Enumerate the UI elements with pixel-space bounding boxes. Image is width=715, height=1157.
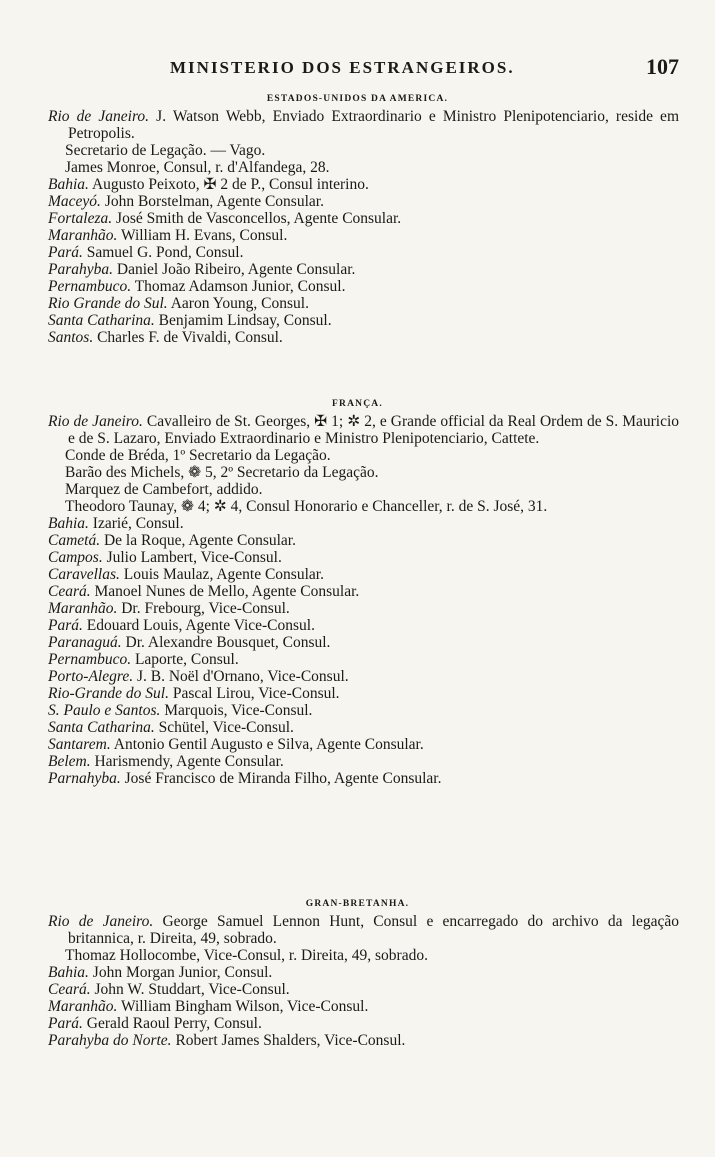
entry-place: Parnahyba. bbox=[48, 770, 121, 787]
entry-text: Theodoro Taunay, ❁ 4; ✲ 4, Consul Honorario e Chanceller, r. de S. José, 31. bbox=[65, 498, 548, 515]
entry-place: Porto-Alegre. bbox=[48, 668, 134, 685]
directory-entry bbox=[48, 668, 679, 685]
directory-entry bbox=[48, 532, 679, 549]
entry-text: George Samuel Lennon Hunt, Consul e encarregado do archivo da legação britannica, r. Direita, 49, sobrado. bbox=[68, 913, 680, 947]
directory-entry bbox=[65, 447, 679, 464]
entry-place: Ceará. bbox=[48, 583, 91, 600]
entry-place: Fortaleza. bbox=[48, 210, 113, 227]
entry-text: Barão des Michels, ❁ 5, 2º Secretario da Legação. bbox=[65, 464, 379, 481]
entry-text: Pascal Lirou, Vice-Consul. bbox=[172, 685, 340, 702]
entry-text: John Morgan Junior, Consul. bbox=[92, 964, 273, 981]
entry-text: Laporte, Consul. bbox=[134, 651, 239, 668]
section-title: FRANÇA. bbox=[332, 399, 383, 409]
directory-entry bbox=[48, 583, 679, 600]
directory-entry bbox=[48, 566, 679, 583]
entry-text: Conde de Bréda, 1º Secretario da Legação. bbox=[65, 447, 331, 464]
entry-place: S. Paulo e Santos. bbox=[48, 702, 161, 719]
entry-text: John W. Studdart, Vice-Consul. bbox=[94, 981, 290, 998]
entry-place: Paranaguá. bbox=[48, 634, 122, 651]
entry-text: Gerald Raoul Perry, Consul. bbox=[86, 1015, 262, 1032]
entry-place: Campos. bbox=[48, 549, 103, 566]
directory-entry bbox=[65, 464, 679, 481]
entry-place: Santos. bbox=[48, 329, 94, 346]
entry-text: Marquez de Cambefort, addido. bbox=[65, 481, 263, 498]
directory-entry bbox=[48, 210, 679, 227]
page-header bbox=[0, 54, 715, 82]
directory-entry bbox=[48, 1015, 679, 1032]
directory-entry bbox=[48, 278, 679, 295]
entry-text: Izarié, Consul. bbox=[92, 515, 184, 532]
entry-place: Santa Catharina. bbox=[48, 312, 155, 329]
section-title: ESTADOS-UNIDOS DA AMERICA. bbox=[266, 94, 449, 104]
entry-place: Maranhão. bbox=[48, 600, 118, 617]
entry-text: Dr. Frebourg, Vice-Consul. bbox=[121, 600, 290, 617]
entry-place: Pará. bbox=[48, 244, 83, 261]
directory-entry bbox=[65, 142, 679, 159]
directory-entry bbox=[48, 964, 679, 981]
section-gran-bretanha bbox=[0, 895, 715, 1049]
entry-text: William H. Evans, Consul. bbox=[120, 227, 288, 244]
entry-text: Secretario de Legação. — Vago. bbox=[65, 142, 266, 159]
entry-place: Santarem. bbox=[48, 736, 111, 753]
section-estados-unidos bbox=[0, 90, 715, 346]
entry-place: Rio de Janeiro. bbox=[48, 108, 150, 125]
page-number: 107 bbox=[646, 54, 679, 79]
entry-place: Rio-Grande do Sul. bbox=[48, 685, 169, 702]
directory-entry bbox=[48, 261, 679, 278]
running-title: MINISTERIO DOS ESTRANGEIROS. bbox=[170, 58, 515, 77]
entry-place: Santa Catharina. bbox=[48, 719, 155, 736]
directory-entry bbox=[48, 244, 679, 261]
entry-text: De la Roque, Agente Consular. bbox=[103, 532, 296, 549]
entry-text: Harismendy, Agente Consular. bbox=[94, 753, 284, 770]
entry-text: James Monroe, Consul, r. d'Alfandega, 28. bbox=[65, 159, 330, 176]
entry-place: Pará. bbox=[48, 617, 83, 634]
entry-place: Maranhão. bbox=[48, 227, 118, 244]
directory-entry bbox=[48, 651, 679, 668]
directory-entry bbox=[48, 295, 679, 312]
entry-place: Maranhão. bbox=[48, 998, 118, 1015]
entry-text: William Bingham Wilson, Vice-Consul. bbox=[120, 998, 369, 1015]
directory-entry bbox=[48, 634, 679, 651]
directory-entry bbox=[48, 981, 679, 998]
section-title: GRAN-BRETANHA. bbox=[305, 899, 410, 909]
entry-place: Caravellas. bbox=[48, 566, 120, 583]
entry-place: Bahia. bbox=[48, 964, 89, 981]
section-franca bbox=[0, 395, 715, 787]
directory-entry bbox=[48, 736, 679, 753]
entry-place: Bahia. bbox=[48, 176, 89, 193]
entry-place: Parahyba. bbox=[48, 261, 114, 278]
directory-entry bbox=[48, 753, 679, 770]
entry-place: Pernambuco. bbox=[48, 651, 132, 668]
directory-entry bbox=[48, 193, 679, 210]
directory-entry bbox=[65, 481, 679, 498]
directory-entry bbox=[65, 159, 679, 176]
entry-text: Schütel, Vice-Consul. bbox=[158, 719, 294, 736]
entry-text: Benjamim Lindsay, Consul. bbox=[158, 312, 332, 329]
entry-place: Pernambuco. bbox=[48, 278, 132, 295]
entry-text: Thomaz Adamson Junior, Consul. bbox=[134, 278, 346, 295]
directory-entry bbox=[48, 227, 679, 244]
entry-text: Aaron Young, Consul. bbox=[170, 295, 309, 312]
entry-text: J. Watson Webb, Enviado Extraordinario e Ministro Plenipotenciario, reside em Petropolis. bbox=[68, 108, 679, 142]
directory-entry bbox=[48, 685, 679, 702]
entry-place: Rio de Janeiro. bbox=[48, 413, 143, 430]
entry-text: Manoel Nunes de Mello, Agente Consular. bbox=[94, 583, 360, 600]
directory-entry bbox=[48, 998, 679, 1015]
directory-entry bbox=[48, 176, 679, 193]
entry-text: José Francisco de Miranda Filho, Agente Consular. bbox=[124, 770, 442, 787]
entry-place: Ceará. bbox=[48, 981, 91, 998]
entry-text: Louis Maulaz, Agente Consular. bbox=[123, 566, 324, 583]
directory-entry bbox=[48, 329, 679, 346]
entry-text: Augusto Peixoto, ✠ 2 de P., Consul interino. bbox=[91, 176, 369, 193]
entry-text: Charles F. de Vivaldi, Consul. bbox=[97, 329, 283, 346]
directory-entry bbox=[48, 702, 679, 719]
directory-entry bbox=[48, 1032, 679, 1049]
directory-entry bbox=[48, 617, 679, 634]
entry-text: Julio Lambert, Vice-Consul. bbox=[106, 549, 282, 566]
directory-entry bbox=[48, 108, 679, 142]
directory-entry bbox=[48, 770, 679, 787]
entry-place: Rio de Janeiro. bbox=[48, 913, 154, 930]
entry-place: Parahyba do Norte. bbox=[48, 1032, 172, 1049]
entry-text: Dr. Alexandre Bousquet, Consul. bbox=[125, 634, 331, 651]
entry-text: Thomaz Hollocombe, Vice-Consul, r. Direita, 49, sobrado. bbox=[65, 947, 428, 964]
entry-text: Edouard Louis, Agente Vice-Consul. bbox=[86, 617, 315, 634]
directory-entry bbox=[65, 947, 679, 964]
entry-place: Pará. bbox=[48, 1015, 83, 1032]
entry-text: Robert James Shalders, Vice-Consul. bbox=[175, 1032, 406, 1049]
directory-entry bbox=[48, 549, 679, 566]
directory-entry bbox=[48, 515, 679, 532]
entry-place: Rio Grande do Sul. bbox=[48, 295, 168, 312]
entry-place: Bahia. bbox=[48, 515, 89, 532]
entry-place: Cametá. bbox=[48, 532, 101, 549]
directory-entry bbox=[48, 913, 679, 947]
entry-text: José Smith de Vasconcellos, Agente Consular. bbox=[116, 210, 402, 227]
entry-text: Marquois, Vice-Consul. bbox=[164, 702, 313, 719]
directory-entry bbox=[48, 719, 679, 736]
entry-text: J. B. Noël d'Ornano, Vice-Consul. bbox=[136, 668, 349, 685]
directory-entry bbox=[48, 413, 679, 447]
entry-text: Antonio Gentil Augusto e Silva, Agente Consular. bbox=[113, 736, 424, 753]
directory-entry bbox=[65, 498, 679, 515]
entry-place: Maceyó. bbox=[48, 193, 101, 210]
entry-text: Cavalleiro de St. Georges, ✠ 1; ✲ 2, e Grande official da Real Ordem de S. Mauricio e de S. Lazaro, Enviado Extraordinario e Ministro Plenipotenciario, Cattete. bbox=[68, 413, 680, 447]
entry-place: Belem. bbox=[48, 753, 91, 770]
entry-text: Daniel João Ribeiro, Agente Consular. bbox=[116, 261, 356, 278]
directory-entry bbox=[48, 312, 679, 329]
entry-text: John Borstelman, Agente Consular. bbox=[104, 193, 324, 210]
entry-text: Samuel G. Pond, Consul. bbox=[86, 244, 244, 261]
directory-entry bbox=[48, 600, 679, 617]
